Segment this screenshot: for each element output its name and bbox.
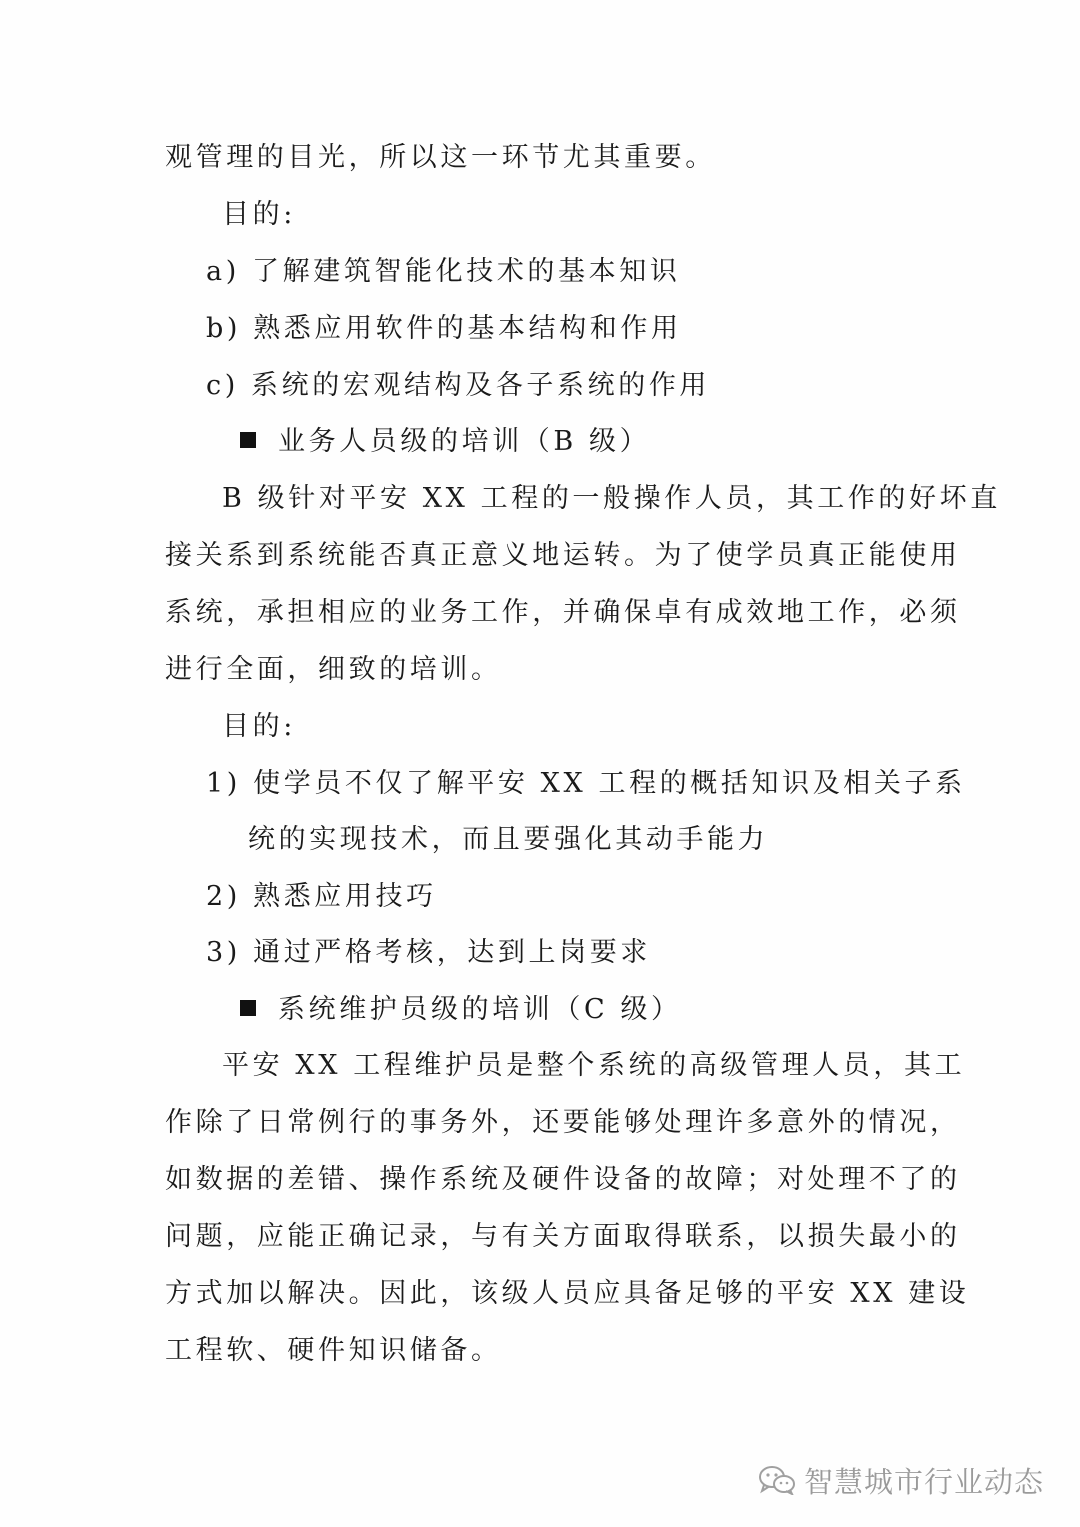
section-heading-c-level [240,990,1000,1030]
section-label-purpose: 目的: [222,199,296,230]
paragraph-line: 方式加以解决。因此，该级人员应具备足够的平安 XX 建设 [165,1278,970,1309]
list-item: b) 熟悉应用软件的基本结构和作用 [206,313,682,344]
wechat-icon [758,1465,796,1495]
paragraph-line: 问题，应能正确记录，与有关方面取得联系，以损失最小的 [165,1221,961,1252]
square-bullet-icon [240,1000,256,1016]
section-label-purpose: 目的: [222,711,296,742]
watermark-text: 智慧城市行业动态 [803,1464,1044,1499]
list-item: a) 了解建筑智能化技术的基本知识 [206,256,681,287]
paragraph-line: 作除了日常例行的事务外，还要能够处理许多意外的情况， [165,1107,961,1138]
paragraph-line: 如数据的差错、操作系统及硬件设备的故障；对处理不了的 [165,1164,961,1195]
list-item: 3) 通过严格考核，达到上岗要求 [206,937,651,968]
list-item: 1) 使学员不仅了解平安 XX 工程的概括知识及相关子系 [206,768,966,799]
list-item-continuation: 统的实现技术，而且要强化其动手能力 [248,824,769,855]
paragraph-line: 进行全面，细致的培训。 [165,654,502,685]
square-bullet-icon [240,432,256,448]
paragraph-line: 系统，承担相应的业务工作，并确保卓有成效地工作，必须 [165,597,961,628]
watermark [758,1458,1044,1502]
paragraph-line: 接关系到系统能否真正意义地运转。为了使学员真正能使用 [165,540,961,571]
paragraph-line: B 级针对平安 XX 工程的一般操作人员，其工作的好坏直 [222,483,1001,514]
paragraph-line: 工程软、硬件知识储备。 [165,1335,502,1366]
list-item: c) 系统的宏观结构及各子系统的作用 [206,370,711,401]
paragraph-line: 观管理的目光，所以这一环节尤其重要。 [165,142,716,173]
list-item: 2) 熟悉应用技巧 [206,881,437,912]
heading-text: 业务人员级的培训（B 级） [278,426,651,457]
heading-text: 系统维护员级的培训（C 级） [278,994,682,1025]
paragraph-line: 平安 XX 工程维护员是整个系统的高级管理人员，其工 [222,1050,966,1081]
section-heading-b-level [240,422,1000,462]
